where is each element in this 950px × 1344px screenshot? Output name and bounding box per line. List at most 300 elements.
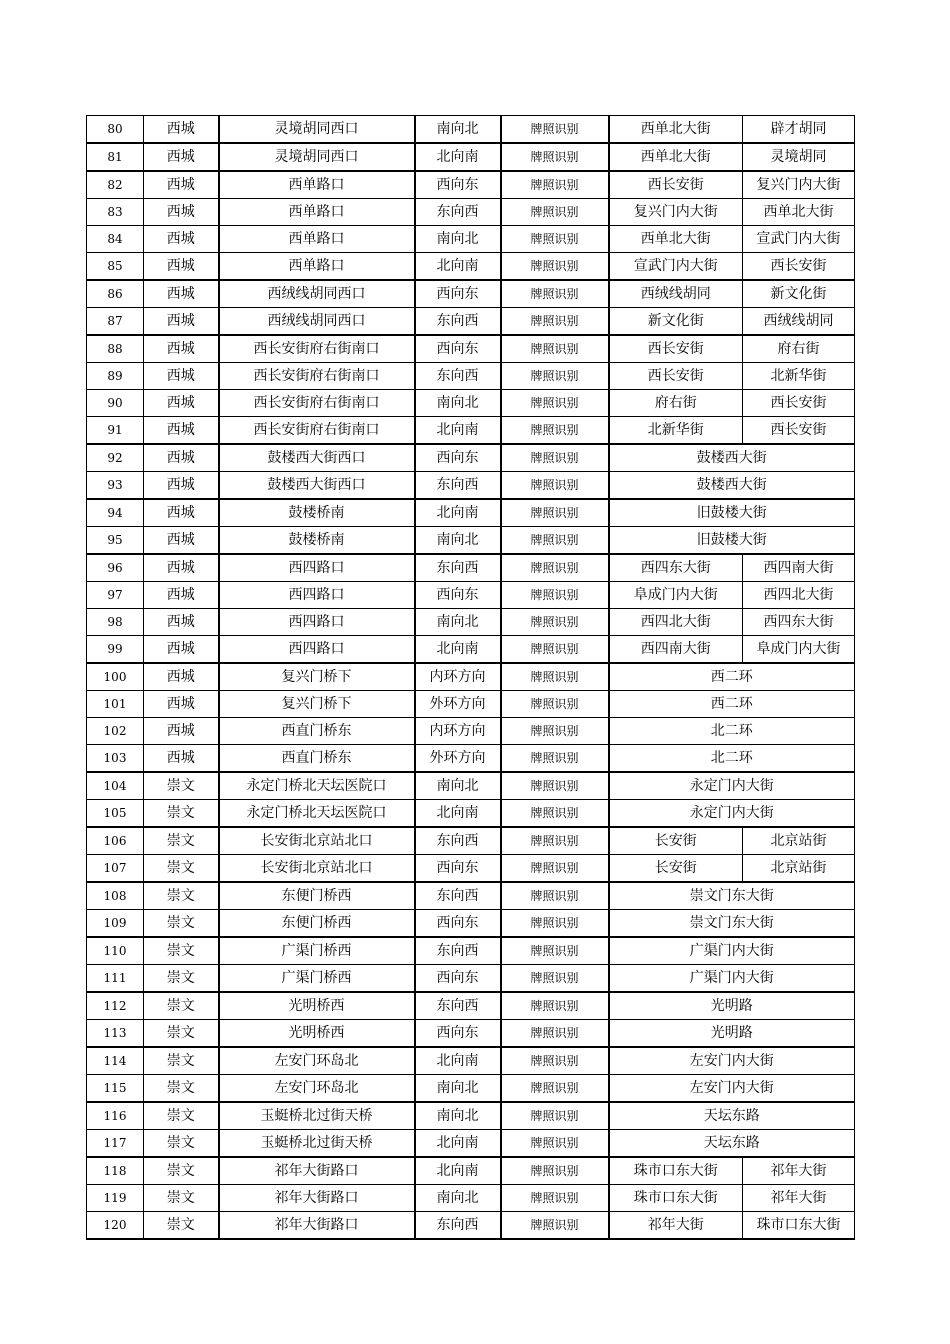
row-number-cell: 119 (87, 1185, 144, 1212)
from-road-cell: 长安街 (609, 827, 743, 855)
direction-cell: 东向西 (415, 363, 501, 390)
direction-cell: 南向北 (415, 527, 501, 555)
direction-cell: 南向北 (415, 609, 501, 636)
location-cell: 祁年大街路口 (219, 1185, 415, 1212)
from-road-cell: 西长安街 (609, 335, 743, 363)
direction-cell: 西向东 (415, 855, 501, 883)
district-cell: 崇文 (144, 992, 219, 1020)
location-cell: 广渠门桥西 (219, 937, 415, 965)
row-number-cell: 90 (87, 390, 144, 417)
row-number-cell: 109 (87, 910, 144, 938)
method-cell: 牌照识别 (501, 1047, 609, 1075)
location-cell: 西绒线胡同西口 (219, 308, 415, 336)
from-road-cell: 西单北大街 (609, 116, 743, 144)
method-cell: 牌照识别 (501, 882, 609, 910)
method-cell: 牌照识别 (501, 171, 609, 199)
road-cell: 永定门内大街 (609, 772, 855, 800)
road-cell: 广渠门内大街 (609, 965, 855, 993)
district-cell: 西城 (144, 636, 219, 664)
location-cell: 西单路口 (219, 171, 415, 199)
table-row (87, 937, 855, 965)
road-cell: 崇文门东大街 (609, 882, 855, 910)
district-cell: 西城 (144, 444, 219, 472)
from-road-cell: 长安街 (609, 855, 743, 883)
direction-cell: 南向北 (415, 226, 501, 253)
location-cell: 西单路口 (219, 199, 415, 226)
district-cell: 西城 (144, 691, 219, 718)
row-number-cell: 110 (87, 937, 144, 965)
table-row (87, 253, 855, 281)
row-number-cell: 111 (87, 965, 144, 993)
row-number-cell: 107 (87, 855, 144, 883)
district-cell: 西城 (144, 116, 219, 144)
method-cell: 牌照识别 (501, 253, 609, 281)
direction-cell: 北向南 (415, 1157, 501, 1185)
row-number-cell: 94 (87, 499, 144, 527)
row-number-cell: 96 (87, 554, 144, 582)
method-cell: 牌照识别 (501, 308, 609, 336)
road-cell: 旧鼓楼大街 (609, 499, 855, 527)
road-cell: 光明路 (609, 1020, 855, 1048)
road-cell: 天坛东路 (609, 1102, 855, 1130)
direction-cell: 东向西 (415, 472, 501, 500)
row-number-cell: 98 (87, 609, 144, 636)
table-row (87, 390, 855, 417)
table-row (87, 910, 855, 938)
table-row (87, 965, 855, 993)
method-cell: 牌照识别 (501, 910, 609, 938)
to-road-cell: 西长安街 (743, 253, 855, 281)
direction-cell: 外环方向 (415, 745, 501, 773)
from-road-cell: 复兴门内大街 (609, 199, 743, 226)
method-cell: 牌照识别 (501, 636, 609, 664)
district-cell: 崇文 (144, 1130, 219, 1158)
table-row (87, 636, 855, 664)
location-cell: 广渠门桥西 (219, 965, 415, 993)
direction-cell: 南向北 (415, 772, 501, 800)
method-cell: 牌照识别 (501, 417, 609, 445)
to-road-cell: 府右街 (743, 335, 855, 363)
to-road-cell: 灵境胡同 (743, 143, 855, 171)
table-row (87, 1157, 855, 1185)
from-road-cell: 西四北大街 (609, 609, 743, 636)
table-row (87, 1047, 855, 1075)
district-cell: 西城 (144, 226, 219, 253)
location-cell: 西四路口 (219, 636, 415, 664)
location-cell: 左安门环岛北 (219, 1075, 415, 1103)
district-cell: 崇文 (144, 1102, 219, 1130)
road-cell: 西二环 (609, 663, 855, 691)
direction-cell: 北向南 (415, 499, 501, 527)
district-cell: 崇文 (144, 965, 219, 993)
table-row (87, 855, 855, 883)
district-cell: 西城 (144, 527, 219, 555)
row-number-cell: 104 (87, 772, 144, 800)
direction-cell: 东向西 (415, 199, 501, 226)
location-cell: 长安街北京站北口 (219, 855, 415, 883)
from-road-cell: 西长安街 (609, 363, 743, 390)
row-number-cell: 85 (87, 253, 144, 281)
to-road-cell: 祁年大街 (743, 1157, 855, 1185)
from-road-cell: 西长安街 (609, 171, 743, 199)
district-cell: 西城 (144, 609, 219, 636)
table-row (87, 772, 855, 800)
road-cell: 鼓楼西大街 (609, 472, 855, 500)
from-road-cell: 北新华街 (609, 417, 743, 445)
table-row (87, 663, 855, 691)
district-cell: 西城 (144, 363, 219, 390)
method-cell: 牌照识别 (501, 472, 609, 500)
district-cell: 西城 (144, 472, 219, 500)
from-road-cell: 珠市口东大街 (609, 1157, 743, 1185)
method-cell: 牌照识别 (501, 499, 609, 527)
method-cell: 牌照识别 (501, 143, 609, 171)
to-road-cell: 辟才胡同 (743, 116, 855, 144)
method-cell: 牌照识别 (501, 800, 609, 828)
district-cell: 崇文 (144, 827, 219, 855)
to-road-cell: 北京站街 (743, 827, 855, 855)
method-cell: 牌照识别 (501, 116, 609, 144)
road-cell: 左安门内大街 (609, 1075, 855, 1103)
to-road-cell: 西长安街 (743, 390, 855, 417)
direction-cell: 西向东 (415, 965, 501, 993)
table-row (87, 226, 855, 253)
row-number-cell: 100 (87, 663, 144, 691)
table-row (87, 745, 855, 773)
direction-cell: 南向北 (415, 390, 501, 417)
direction-cell: 西向东 (415, 171, 501, 199)
district-cell: 西城 (144, 308, 219, 336)
road-cell: 永定门内大街 (609, 800, 855, 828)
table-row (87, 308, 855, 336)
table-row (87, 691, 855, 718)
table-row (87, 335, 855, 363)
road-cell: 旧鼓楼大街 (609, 527, 855, 555)
method-cell: 牌照识别 (501, 226, 609, 253)
location-cell: 东便门桥西 (219, 910, 415, 938)
location-cell: 西长安街府右街南口 (219, 390, 415, 417)
road-cell: 西二环 (609, 691, 855, 718)
location-cell: 西长安街府右街南口 (219, 363, 415, 390)
method-cell: 牌照识别 (501, 937, 609, 965)
row-number-cell: 84 (87, 226, 144, 253)
location-cell: 祁年大街路口 (219, 1212, 415, 1240)
location-cell: 西长安街府右街南口 (219, 335, 415, 363)
method-cell: 牌照识别 (501, 992, 609, 1020)
district-cell: 崇文 (144, 772, 219, 800)
direction-cell: 西向东 (415, 444, 501, 472)
method-cell: 牌照识别 (501, 855, 609, 883)
table-row (87, 882, 855, 910)
row-number-cell: 83 (87, 199, 144, 226)
row-number-cell: 105 (87, 800, 144, 828)
to-road-cell: 西四北大街 (743, 582, 855, 609)
direction-cell: 北向南 (415, 1130, 501, 1158)
to-road-cell: 北京站街 (743, 855, 855, 883)
district-cell: 崇文 (144, 1075, 219, 1103)
table-row (87, 800, 855, 828)
district-cell: 西城 (144, 199, 219, 226)
district-cell: 崇文 (144, 1047, 219, 1075)
table-row (87, 116, 855, 144)
table-row (87, 171, 855, 199)
direction-cell: 外环方向 (415, 691, 501, 718)
row-number-cell: 102 (87, 718, 144, 745)
location-cell: 永定门桥北天坛医院口 (219, 772, 415, 800)
location-cell: 西直门桥东 (219, 745, 415, 773)
table-row (87, 1020, 855, 1048)
location-cell: 西长安街府右街南口 (219, 417, 415, 445)
method-cell: 牌照识别 (501, 280, 609, 308)
location-cell: 鼓楼西大街西口 (219, 472, 415, 500)
method-cell: 牌照识别 (501, 1157, 609, 1185)
location-cell: 西四路口 (219, 609, 415, 636)
table-row (87, 1130, 855, 1158)
road-cell: 北二环 (609, 745, 855, 773)
location-cell: 灵境胡同西口 (219, 116, 415, 144)
location-cell: 左安门环岛北 (219, 1047, 415, 1075)
direction-cell: 北向南 (415, 253, 501, 281)
table-row (87, 280, 855, 308)
row-number-cell: 82 (87, 171, 144, 199)
direction-cell: 东向西 (415, 937, 501, 965)
direction-cell: 北向南 (415, 1047, 501, 1075)
method-cell: 牌照识别 (501, 444, 609, 472)
table-row (87, 444, 855, 472)
from-road-cell: 西四南大街 (609, 636, 743, 664)
table-row (87, 582, 855, 609)
location-cell: 灵境胡同西口 (219, 143, 415, 171)
direction-cell: 北向南 (415, 417, 501, 445)
table-row (87, 363, 855, 390)
row-number-cell: 113 (87, 1020, 144, 1048)
method-cell: 牌照识别 (501, 1102, 609, 1130)
table-row (87, 527, 855, 555)
method-cell: 牌照识别 (501, 363, 609, 390)
to-road-cell: 复兴门内大街 (743, 171, 855, 199)
table-row (87, 1102, 855, 1130)
method-cell: 牌照识别 (501, 745, 609, 773)
direction-cell: 东向西 (415, 882, 501, 910)
method-cell: 牌照识别 (501, 554, 609, 582)
to-road-cell: 西四东大街 (743, 609, 855, 636)
row-number-cell: 112 (87, 992, 144, 1020)
to-road-cell: 宣武门内大街 (743, 226, 855, 253)
district-cell: 西城 (144, 582, 219, 609)
district-cell: 西城 (144, 718, 219, 745)
location-cell: 西直门桥东 (219, 718, 415, 745)
table-row (87, 1185, 855, 1212)
row-number-cell: 118 (87, 1157, 144, 1185)
district-cell: 崇文 (144, 1157, 219, 1185)
location-cell: 西单路口 (219, 253, 415, 281)
row-number-cell: 108 (87, 882, 144, 910)
location-cell: 鼓楼桥南 (219, 499, 415, 527)
table-row (87, 718, 855, 745)
method-cell: 牌照识别 (501, 718, 609, 745)
method-cell: 牌照识别 (501, 827, 609, 855)
row-number-cell: 81 (87, 143, 144, 171)
direction-cell: 东向西 (415, 554, 501, 582)
direction-cell: 北向南 (415, 800, 501, 828)
row-number-cell: 116 (87, 1102, 144, 1130)
district-cell: 西城 (144, 417, 219, 445)
from-road-cell: 西单北大街 (609, 143, 743, 171)
location-cell: 复兴门桥下 (219, 691, 415, 718)
district-cell: 崇文 (144, 937, 219, 965)
to-road-cell: 西长安街 (743, 417, 855, 445)
district-cell: 西城 (144, 390, 219, 417)
to-road-cell: 西绒线胡同 (743, 308, 855, 336)
row-number-cell: 86 (87, 280, 144, 308)
to-road-cell: 祁年大街 (743, 1185, 855, 1212)
table-row (87, 1212, 855, 1240)
table-row (87, 827, 855, 855)
table-row (87, 417, 855, 445)
district-cell: 崇文 (144, 1185, 219, 1212)
method-cell: 牌照识别 (501, 691, 609, 718)
district-cell: 西城 (144, 253, 219, 281)
method-cell: 牌照识别 (501, 527, 609, 555)
district-cell: 崇文 (144, 800, 219, 828)
checkpoint-table (86, 115, 855, 1240)
district-cell: 西城 (144, 280, 219, 308)
row-number-cell: 89 (87, 363, 144, 390)
row-number-cell: 106 (87, 827, 144, 855)
direction-cell: 东向西 (415, 827, 501, 855)
to-road-cell: 珠市口东大街 (743, 1212, 855, 1240)
row-number-cell: 103 (87, 745, 144, 773)
table-row (87, 143, 855, 171)
from-road-cell: 祁年大街 (609, 1212, 743, 1240)
method-cell: 牌照识别 (501, 582, 609, 609)
location-cell: 玉蜓桥北过街天桥 (219, 1102, 415, 1130)
direction-cell: 西向东 (415, 280, 501, 308)
direction-cell: 北向南 (415, 143, 501, 171)
district-cell: 崇文 (144, 1020, 219, 1048)
direction-cell: 东向西 (415, 1212, 501, 1240)
direction-cell: 南向北 (415, 1102, 501, 1130)
table-row (87, 1075, 855, 1103)
method-cell: 牌照识别 (501, 1075, 609, 1103)
method-cell: 牌照识别 (501, 772, 609, 800)
road-cell: 光明路 (609, 992, 855, 1020)
road-cell: 崇文门东大街 (609, 910, 855, 938)
row-number-cell: 114 (87, 1047, 144, 1075)
location-cell: 西绒线胡同西口 (219, 280, 415, 308)
method-cell: 牌照识别 (501, 335, 609, 363)
table-row (87, 199, 855, 226)
direction-cell: 西向东 (415, 335, 501, 363)
method-cell: 牌照识别 (501, 199, 609, 226)
location-cell: 祁年大街路口 (219, 1157, 415, 1185)
direction-cell: 北向南 (415, 636, 501, 664)
district-cell: 西城 (144, 143, 219, 171)
district-cell: 西城 (144, 499, 219, 527)
from-road-cell: 西绒线胡同 (609, 280, 743, 308)
direction-cell: 东向西 (415, 308, 501, 336)
method-cell: 牌照识别 (501, 1130, 609, 1158)
row-number-cell: 101 (87, 691, 144, 718)
direction-cell: 西向东 (415, 1020, 501, 1048)
district-cell: 西城 (144, 663, 219, 691)
method-cell: 牌照识别 (501, 609, 609, 636)
direction-cell: 西向东 (415, 910, 501, 938)
road-cell: 鼓楼西大街 (609, 444, 855, 472)
from-road-cell: 珠市口东大街 (609, 1185, 743, 1212)
district-cell: 西城 (144, 554, 219, 582)
method-cell: 牌照识别 (501, 965, 609, 993)
district-cell: 崇文 (144, 882, 219, 910)
road-cell: 左安门内大街 (609, 1047, 855, 1075)
row-number-cell: 117 (87, 1130, 144, 1158)
location-cell: 复兴门桥下 (219, 663, 415, 691)
location-cell: 鼓楼桥南 (219, 527, 415, 555)
row-number-cell: 115 (87, 1075, 144, 1103)
table-row (87, 609, 855, 636)
location-cell: 玉蜓桥北过街天桥 (219, 1130, 415, 1158)
row-number-cell: 88 (87, 335, 144, 363)
table-row (87, 472, 855, 500)
district-cell: 崇文 (144, 910, 219, 938)
to-road-cell: 阜成门内大街 (743, 636, 855, 664)
location-cell: 光明桥西 (219, 992, 415, 1020)
location-cell: 长安街北京站北口 (219, 827, 415, 855)
district-cell: 西城 (144, 745, 219, 773)
direction-cell: 南向北 (415, 1075, 501, 1103)
to-road-cell: 北新华街 (743, 363, 855, 390)
road-cell: 北二环 (609, 718, 855, 745)
row-number-cell: 120 (87, 1212, 144, 1240)
row-number-cell: 80 (87, 116, 144, 144)
location-cell: 西单路口 (219, 226, 415, 253)
method-cell: 牌照识别 (501, 390, 609, 417)
district-cell: 崇文 (144, 855, 219, 883)
to-road-cell: 西单北大街 (743, 199, 855, 226)
direction-cell: 东向西 (415, 992, 501, 1020)
method-cell: 牌照识别 (501, 663, 609, 691)
direction-cell: 内环方向 (415, 718, 501, 745)
road-cell: 天坛东路 (609, 1130, 855, 1158)
direction-cell: 内环方向 (415, 663, 501, 691)
to-road-cell: 西四南大街 (743, 554, 855, 582)
row-number-cell: 95 (87, 527, 144, 555)
from-road-cell: 宣武门内大街 (609, 253, 743, 281)
table-row (87, 992, 855, 1020)
row-number-cell: 91 (87, 417, 144, 445)
from-road-cell: 西单北大街 (609, 226, 743, 253)
district-cell: 西城 (144, 335, 219, 363)
location-cell: 永定门桥北天坛医院口 (219, 800, 415, 828)
district-cell: 西城 (144, 171, 219, 199)
table-row (87, 499, 855, 527)
location-cell: 西四路口 (219, 582, 415, 609)
table-row (87, 554, 855, 582)
method-cell: 牌照识别 (501, 1212, 609, 1240)
location-cell: 光明桥西 (219, 1020, 415, 1048)
district-cell: 崇文 (144, 1212, 219, 1240)
row-number-cell: 87 (87, 308, 144, 336)
row-number-cell: 92 (87, 444, 144, 472)
row-number-cell: 93 (87, 472, 144, 500)
location-cell: 鼓楼西大街西口 (219, 444, 415, 472)
from-road-cell: 府右街 (609, 390, 743, 417)
road-cell: 广渠门内大街 (609, 937, 855, 965)
location-cell: 东便门桥西 (219, 882, 415, 910)
from-road-cell: 新文化街 (609, 308, 743, 336)
method-cell: 牌照识别 (501, 1185, 609, 1212)
location-cell: 西四路口 (219, 554, 415, 582)
